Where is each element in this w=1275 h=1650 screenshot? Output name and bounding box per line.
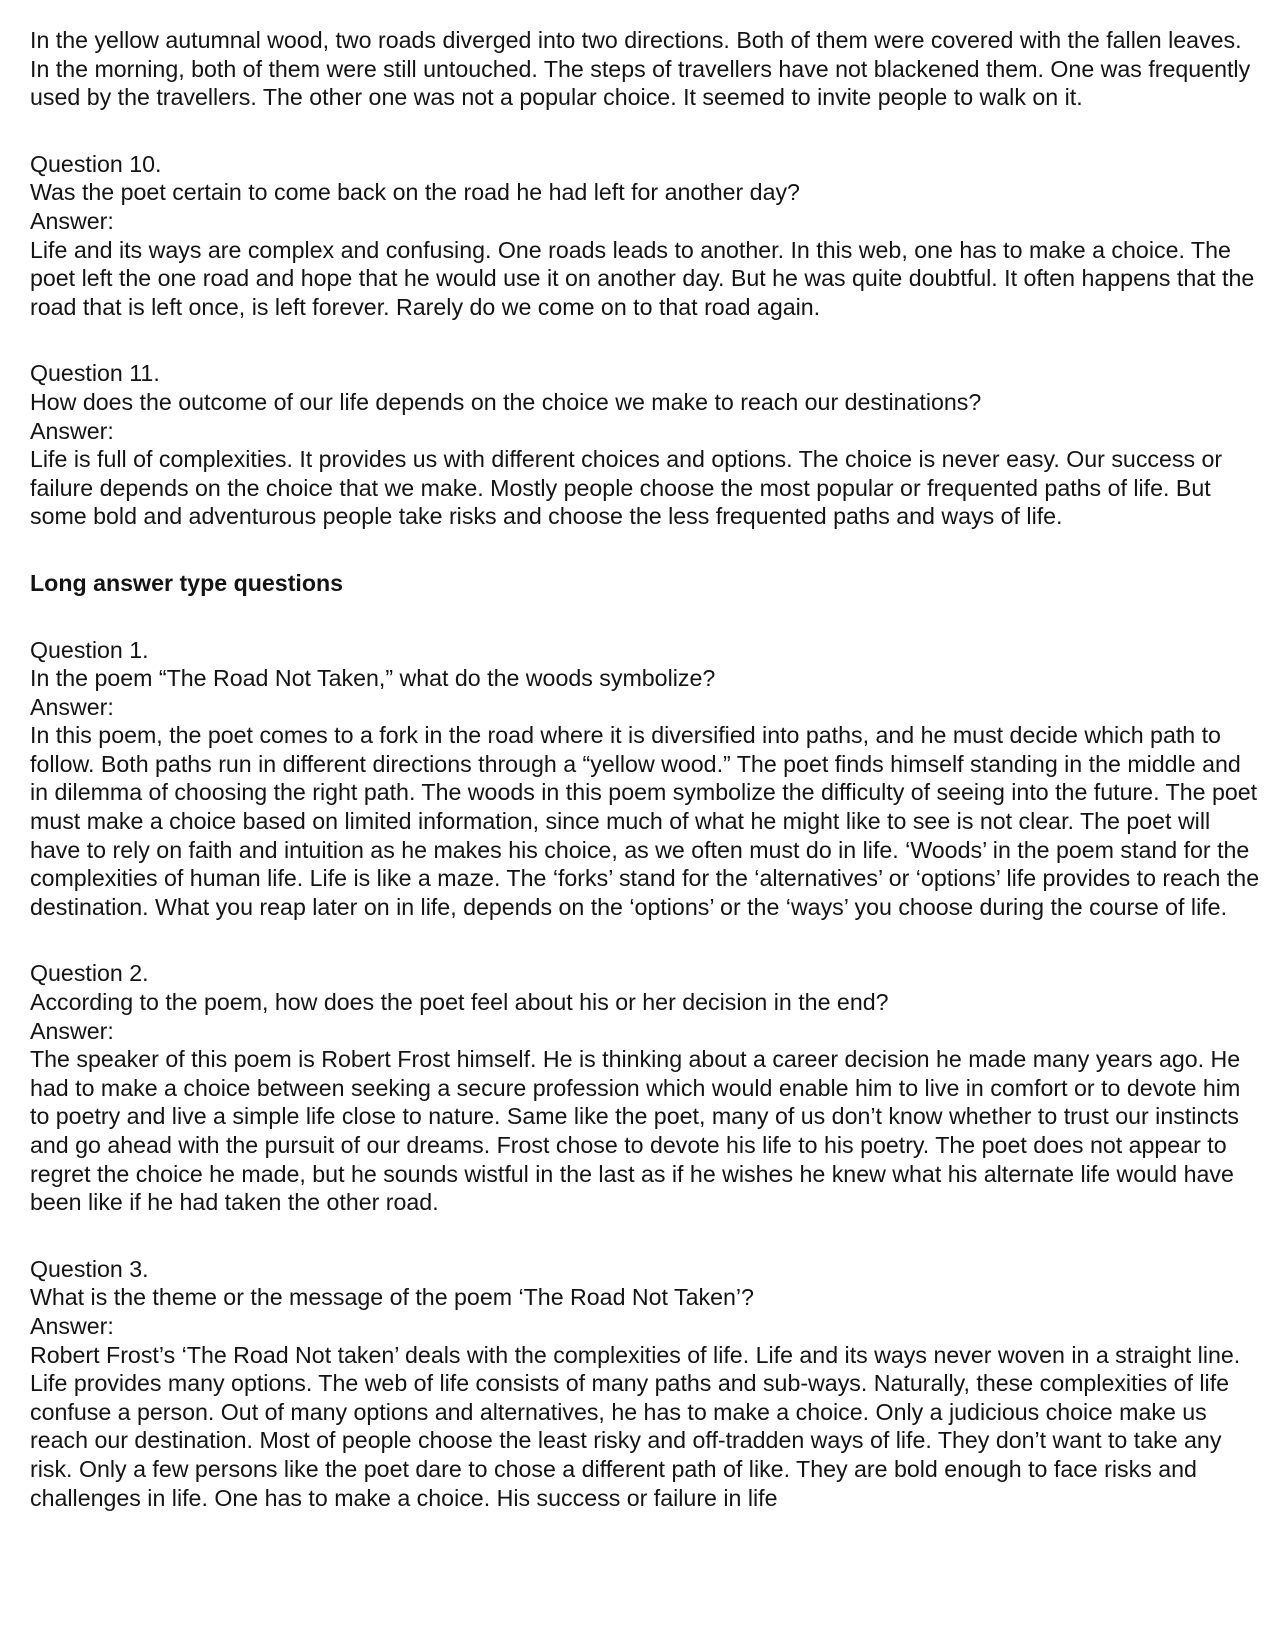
question-text: In the poem “The Road Not Taken,” what do the woods symbolize? (30, 665, 716, 692)
long-question-block-2 (30, 959, 1262, 1216)
spacer (30, 598, 1262, 636)
question-text: What is the theme or the message of the poem ‘The Road Not Taken’? (30, 1284, 754, 1311)
question-block-10 (30, 150, 1262, 322)
question-text: According to the poem, how does the poet feel about his or her decision in the end? (30, 989, 889, 1016)
answer-text: Life and its ways are complex and confusing. One roads leads to another. In this web, one has to make a choice. The poet left the one road and hope that he would use it on another day. But he was quite doubtful. It often happens that the road that is left once, is left forever. Rarely do we come on to that road again. (30, 236, 1255, 320)
spacer (30, 1217, 1262, 1255)
answer-label: Answer: (30, 417, 114, 444)
section-heading: Long answer type questions (30, 569, 344, 596)
question-label: Question 1. (30, 636, 149, 663)
spacer (30, 531, 1262, 569)
question-text: How does the outcome of our life depends on the choice we make to reach our destinations? (30, 388, 982, 415)
answer-label: Answer: (30, 207, 114, 234)
answer-label: Answer: (30, 693, 114, 720)
intro-paragraph: In the yellow autumnal wood, two roads diverged into two directions. Both of them were covered with the fallen leaves. In the morning, both of them were still untouched. The steps of travellers have not blackened them. One was frequently used by the travellers. The other one was not a popular choice. It seemed to invite people to walk on it. (30, 27, 1251, 111)
question-label: Question 3. (30, 1255, 149, 1282)
answer-text: Life is full of complexities. It provides us with different choices and options. The choice is never easy. Our success or failure depends on the choice that we make. Mostly people choose the most popular or frequented paths of life. But some bold and adventurous people take risks and choose the less frequented paths and ways of life. (30, 446, 1223, 530)
answer-label: Answer: (30, 1312, 114, 1339)
answer-text: The speaker of this poem is Robert Frost himself. He is thinking about a career decision he made many years ago. He had to make a choice between seeking a secure profession which would enable him to live in comfort or to devote him to poetry and live a simple life close to nature. Same like the poet, many of us don’t know whether to trust our instincts and go ahead with the pursuit of our dreams. Frost chose to devote his life to his poetry. The poet does not appear to regret the choice he made, but he sounds wistful in the last as if he wishes he knew what his alternate life would have been like if he had taken the other road. (30, 1046, 1241, 1216)
question-label: Question 10. (30, 150, 162, 177)
question-label: Question 2. (30, 960, 149, 987)
answer-text: In this poem, the poet comes to a fork in the road where it is diversified into paths, and he must decide which path to follow. Both paths run in different directions through a “yellow wood.” The poet finds himself standing in the middle and in dilemma of choosing the right path. The woods in this poem symbolize the difficulty of seeing into the future. The poet must make a choice based on limited information, since much of what he might like to see is not clear. The poet will have to rely on faith and intuition as he makes his choice, as we often must do in life. ‘Woods’ in the poem stand for the complexities of human life. Life is like a maze. The ‘forks’ stand for the ‘alternatives’ or ‘options’ life provides to reach the destination. What you reap later on in life, depends on the ‘options’ or the ‘ways’ you choose during the course of life. (30, 722, 1260, 920)
spacer (30, 112, 1262, 150)
answer-text: Robert Frost’s ‘The Road Not taken’ deals with the complexities of life. Life and its ways never woven in a straight line. Life provides many options. The web of life consists of many paths and sub-ways. Naturally, these complexities of life confuse a person. Out of many options and alternatives, he has to make a choice. Only a judicious choice make us reach our destination. Most of people choose the least risky and off-tradden ways of life. They don’t want to take any risk. Only a few persons like the poet dare to chose a different path of like. They are bold enough to face risks and challenges in life. One has to make a choice. His success or failure in life (30, 1341, 1241, 1511)
question-label: Question 11. (30, 360, 160, 387)
long-question-block-1 (30, 636, 1262, 922)
spacer (30, 921, 1262, 959)
question-block-11 (30, 359, 1262, 531)
long-question-block-3 (30, 1255, 1262, 1512)
answer-label: Answer: (30, 1017, 114, 1044)
document-page (30, 26, 1262, 1512)
question-text: Was the poet certain to come back on the road he had left for another day? (30, 179, 800, 206)
spacer (30, 321, 1262, 359)
